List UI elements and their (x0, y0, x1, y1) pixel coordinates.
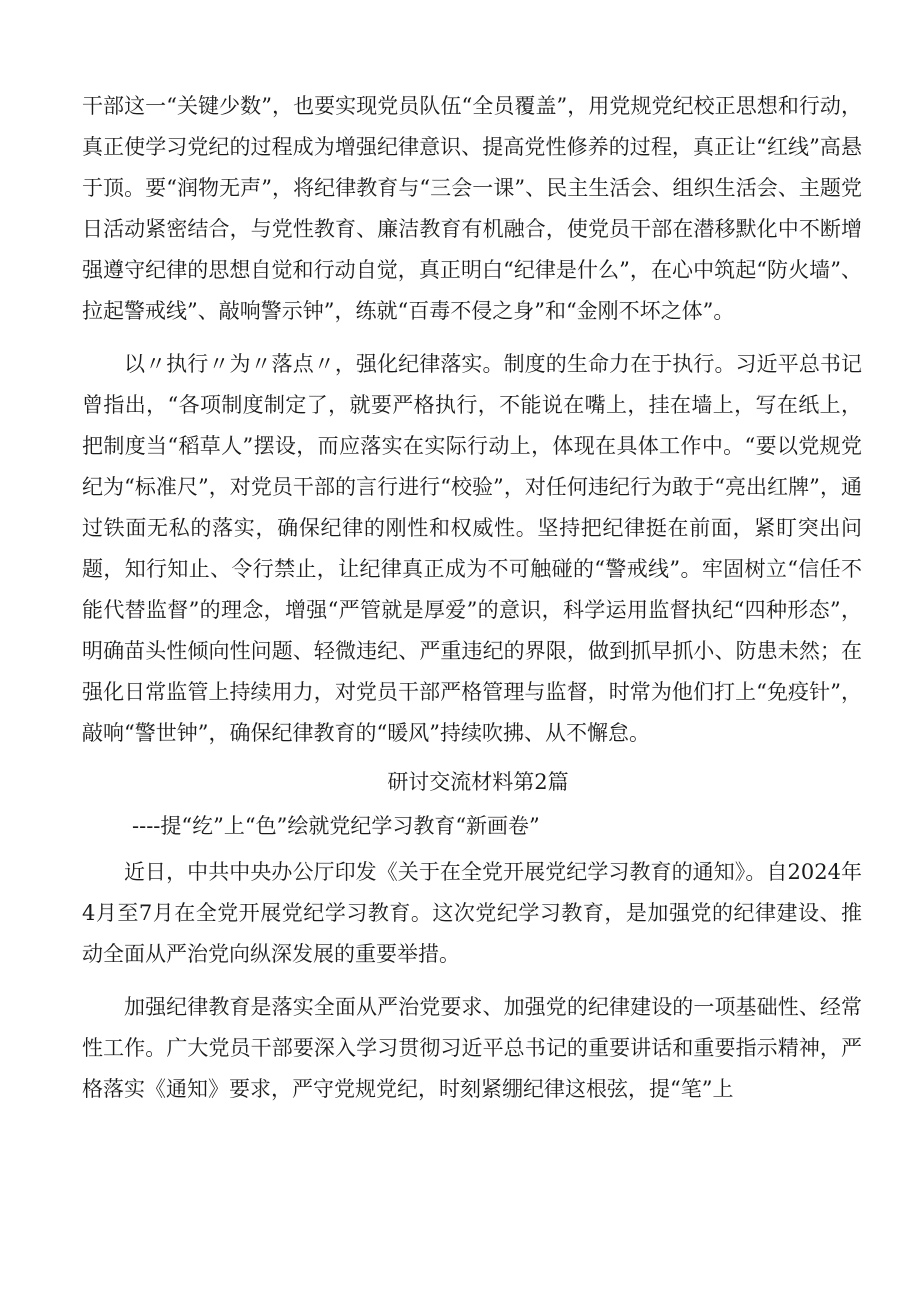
section-title: 研讨交流材料第2篇 (387, 770, 569, 794)
body-paragraph-discipline-implementation: 以〃执行〃为〃落点〃，强化纪律落实。制度的生命力在于执行。习近平总书记曾指出，“各项制度制定了，就要严格执行，不能说在嘴上，挂在墙上，写在纸上，把制度当“稻草人”摆设，而应落实在实际行动上，体现在具体工作中。“要以党规党纪为“标准尺”，对党员干部的言行进行“校验”，对任何违纪行为敢于“亮出红牌”，通过铁面无私的落实，确保纪律的刚性和权威性。坚持把纪律挺在前面，紧盯突出问题，知行知止、令行禁止，让纪律真正成为不可触碰的“警戒线”。牢固树立“信任不能代替监督”的理念，增强“严管就是厚爱”的意识，科学运用监督执纪“四种形态”，明确苗头性倾向性问题、轻微违纪、严重违纪的界限，做到抓早抓小、防患未然；在强化日常监管上持续用力，对党员干部严格管理与监督，时常为他们打上“免疫针”，敲响“警世钟”，确保纪律教育的“暖风”持续吹拂、从不懈怠。 (82, 352, 862, 745)
body-paragraph-notice-intro: 近日，中共中央办公厅印发《关于在全党开展党纪学习教育的通知》。自2024年4月至7月在全党开展党纪学习教育。这次党纪学习教育，是加强党的纪律建设、推动全面从严治党向纵深发展的重要举措。 (82, 860, 862, 966)
body-paragraph-discipline-education: 干部这一“关键少数”，也要实现党员队伍“全员覆盖”，用党规党纪校正思想和行动，真正使学习党纪的过程成为增强纪律意识、提高党性修养的过程，真正让“红线”高悬于顶。要“润物无声”，将纪律教育与“三会一课”、民主生活会、组织生活会、主题党日活动紧密结合，与党性教育、廉洁教育有机融合，使党员干部在潜移默化中不断增强遵守纪律的思想自觉和行动自觉，真正明白“纪律是什么”，在心中筑起“防火墙”、拉起警戒线”、敲响警示钟”，练就“百毒不侵之身”和“金刚不坏之体”。 (82, 94, 862, 323)
body-paragraph-discipline-foundation: 加强纪律教育是落实全面从严治党要求、加强党的纪律建设的一项基础性、经常性工作。广大党员干部要深入学习贯彻习近平总书记的重要讲话和重要指示精神，严格落实《通知》要求，严守党规党纪，时刻紧绷纪律这根弦，提“笔”上 (82, 995, 862, 1101)
section-subtitle: ----提“纥”上“色”绘就党纪学习教育“新画卷” (132, 814, 540, 838)
